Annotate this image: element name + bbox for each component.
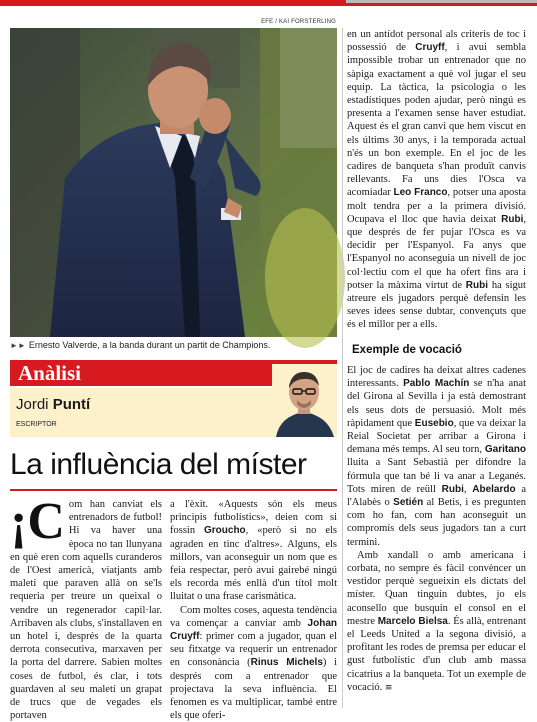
author-portrait bbox=[272, 364, 337, 437]
top-gray-bar bbox=[346, 0, 537, 3]
author-last-name: Puntí bbox=[52, 396, 91, 413]
column-1 bbox=[10, 493, 162, 722]
paragraph: ¡C om han canviat els entrenadors de futbol! Hi va haver una època no tan llunyana en què eren com aquells curanderos de l'Oest americà, viatjants amb maletí que paraven allà on se'ls requeria per treure un queixal o vendre un regenerador capil·lar. Arribaven als clubs, s'installaven en un hotel i, després de la quarta derrota consecutiva, marxaven per la porta del darrere. Sabien moltes coses de futbol, és clar, i tots guardaven al seu maletí un grapat de trucs que de vegades els portaven bbox=[10, 493, 162, 722]
author-box bbox=[10, 388, 337, 437]
drop-cap: ¡C bbox=[10, 493, 65, 550]
end-mark-icon: ≡ bbox=[384, 682, 393, 693]
column-3-bottom bbox=[347, 364, 526, 709]
author-name bbox=[16, 396, 90, 413]
column-3-top bbox=[347, 28, 526, 330]
author-role: ESCRIPTOR bbox=[16, 421, 57, 428]
paragraph: El joc de cadires ha deixat altres cadenes interessants. Pablo Machín se n'ha anat del Girona al Sevilla i ja està demostrant els seus dots de persuasió. Molt més ràpidament que Eusebio, que va deixar la Reial Societat per arribar a Girona i demana més temps. Al seu torn, Garitano lluita a Sant Sebastià per difondre la fórmula que tan bé li va anar a Leganés. Tots miren de reüll Rubi, Abelardo a l'Alabès o Setién al Betis, i es pregunten com ho fan, com han aconseguit un compromís dels seus jugadors tan a curt termini. bbox=[347, 365, 527, 548]
headline-rule bbox=[10, 489, 337, 491]
caption-arrows-icon: ►► bbox=[10, 341, 26, 350]
paragraph: en un antídot personal als criteris de toc i possessió de Cruyff, i avui sembla impossible trobar un entrenador que no sàpiga exactament a què vol jugar el seu equip. La tàctica, la psicologia o les estadístiques poden ajudar, però ningú es presenta a l'examen sense haver estudiat. Aquest és el gran canvi que hem viscut en els últims 30 anys, i la temporada actual n'és un bon exemple. En el joc de les cadires de banqueta s'han produït canvis rellevants. Fa uns dies l'Osca va acomiadar Leo Franco, potser una aposta molt tendra per a la primera divisió. Ocupava el lloc que havia deixat Rubi, que després de fer pujar l'Osca es va decidir per l'Espanyol. Fa anys que l'Espanyol no aconseguia un nivell de joc col·lectiu com el que ha ofert fins ara i potser la màxima virtut de Rubi ha sigut atreure els jugadors perquè defensin les seves idees sense dubtar, convençuts que és el millor per a ells. bbox=[347, 29, 526, 331]
main-photo bbox=[10, 28, 337, 337]
paragraph: Amb xandall o amb americana i corbata, no sempre és fàcil convèncer un vestidor perquè segueixin els dictats del míster. Quan tinguin dubtes, jo els aconsello que busquin el consol en el mestre Marcelo Bielsa. És allà, entrenant el Leeds United a la segona divisió, a profitant les rodes de premsa per educar el gust futbolístic d'un club amb massa cicatrius a la banqueta. Tot un exemple de vocació. ≡ bbox=[347, 549, 526, 693]
paragraph: a l'èxit. «Aquests són els meus principis futbolístics», deien com si fossin Groucho, «però si no els agraden en tinc d'altres». Alguns, els millors, van aconseguir un nom que es feia respectar, però avui gairebé ningú els recorda més enllà d'un títol molt lluitat o una frase carismàtica. bbox=[170, 499, 337, 603]
article-headline: La influència del míster bbox=[10, 448, 307, 481]
column-separator bbox=[342, 28, 343, 708]
section-label: Anàlisi bbox=[18, 361, 82, 385]
caption-text: Ernesto Valverde, a la banda durant un partit de Champions. bbox=[28, 340, 271, 350]
photo-caption bbox=[10, 340, 340, 350]
paragraph: Com moltes coses, aquesta tendència va començar a canviar amb Johan Cruyff: primer com a jugador, quan el seu fitxatge va requerir un entrenador en consonància (Rinus Michels) i després com a entrenador que projectava la seva influència. El fenomen es va multiplicar, també entre els que oferi- bbox=[170, 604, 337, 722]
author-first-name: Jordi bbox=[16, 396, 49, 413]
top-color-bar bbox=[0, 0, 537, 6]
subheading: Exemple de vocació bbox=[352, 344, 462, 356]
column-2 bbox=[170, 498, 337, 722]
photo-credit: EFE / KAI FORSTERLING bbox=[261, 19, 336, 25]
